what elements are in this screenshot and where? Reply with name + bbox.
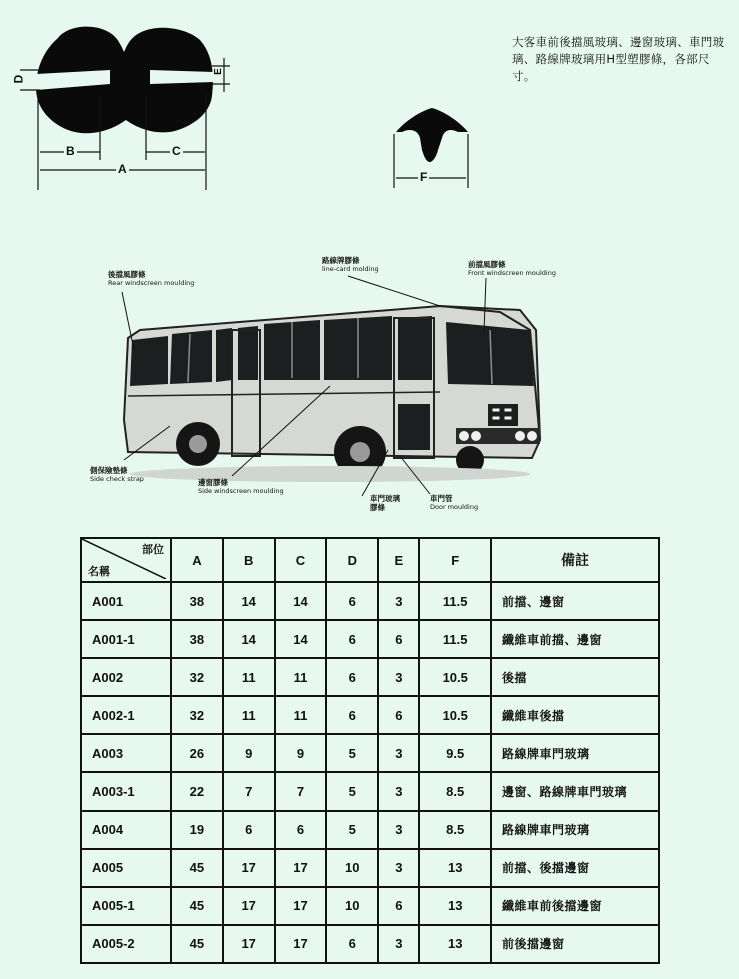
col-header: A [171,538,223,582]
value-d: 5 [326,811,378,849]
callout-side-window-en: Side windscreen moulding [198,487,284,495]
callout-line-card-zh: 路線牌膠條 [322,256,360,265]
value-d: 6 [326,620,378,658]
value-f: 13 [419,925,491,963]
callout-side-window-zh: 邊窗膠條 [198,478,228,487]
value-d: 6 [326,925,378,963]
note-cell: 前擋、邊窗 [491,582,659,620]
spec-table [80,537,660,964]
name-cell: A005-1 [81,887,171,925]
table-row [81,811,659,849]
name-cell: A001 [81,582,171,620]
col-header: C [275,538,327,582]
value-c: 9 [275,734,327,772]
dim-label-c: C [172,144,181,158]
value-e: 6 [378,887,419,925]
value-e: 3 [378,582,419,620]
name-cell: A005-2 [81,925,171,963]
value-c: 14 [275,582,327,620]
bus-illustration [124,306,540,482]
value-f: 10.5 [419,696,491,734]
name-cell: A001-1 [81,620,171,658]
value-f: 13 [419,887,491,925]
col-header: F [419,538,491,582]
note-cell: 路線牌車門玻璃 [491,811,659,849]
value-e: 3 [378,849,419,887]
table-row [81,849,659,887]
table-row [81,887,659,925]
value-f: 8.5 [419,811,491,849]
callout-door-pipe [430,494,478,511]
table-row [81,582,659,620]
description-text: 大客車前後擋風玻璃、邊窗玻璃、車門玻璃、路線牌玻璃用H型塑膠條，各部尺寸。 [512,35,725,83]
value-a: 45 [171,849,223,887]
callout-side-check [90,466,144,483]
value-c: 17 [275,887,327,925]
value-c: 11 [275,658,327,696]
value-d: 6 [326,658,378,696]
value-b: 14 [223,582,275,620]
table-row [81,734,659,772]
value-b: 9 [223,734,275,772]
value-d: 6 [326,696,378,734]
callout-front-windscreen-en: Front windscreen moulding [468,269,556,277]
value-d: 10 [326,887,378,925]
callout-side-check-zh: 側保險墊條 [90,466,128,475]
value-f: 11.5 [419,620,491,658]
header-bottom-label: 名稱 [88,566,110,579]
callout-line-card-en: line-card molding [322,265,379,273]
callout-rear-windscreen-en: Rear windscreen moulding [108,279,195,287]
table-row [81,772,659,810]
value-c: 14 [275,620,327,658]
col-header: B [223,538,275,582]
value-a: 32 [171,658,223,696]
col-header-note: 備註 [491,538,659,582]
name-cell: A004 [81,811,171,849]
table-row [81,925,659,963]
value-c: 17 [275,849,327,887]
value-e: 6 [378,620,419,658]
note-cell: 前擋、後擋邊窗 [491,849,659,887]
callout-door-glass-zh2: 膠條 [370,503,385,512]
col-header: E [378,538,419,582]
value-e: 6 [378,696,419,734]
table-row [81,696,659,734]
note-cell: 前後擋邊窗 [491,925,659,963]
callout-door-pipe-zh: 車門管 [430,494,453,503]
value-a: 38 [171,620,223,658]
value-b: 17 [223,887,275,925]
table-row [81,620,659,658]
note-cell: 後擋 [491,658,659,696]
value-d: 5 [326,772,378,810]
value-d: 10 [326,849,378,887]
callout-door-glass [370,494,400,512]
dim-label-d: D [11,74,26,84]
value-c: 7 [275,772,327,810]
value-a: 26 [171,734,223,772]
header-top-label: 部位 [142,544,164,556]
note-cell: 邊窗、路線牌車門玻璃 [491,772,659,810]
value-f: 13 [419,849,491,887]
col-header: D [326,538,378,582]
note-cell: 纖維車後擋 [491,696,659,734]
value-a: 22 [171,772,223,810]
value-e: 3 [378,734,419,772]
note-cell: 纖維車前擋、邊窗 [491,620,659,658]
header-diagonal-cell [81,538,171,582]
value-e: 3 [378,658,419,696]
callout-front-windscreen-zh: 前擋風膠條 [468,260,506,269]
value-b: 11 [223,658,275,696]
name-cell: A003-1 [81,772,171,810]
value-b: 17 [223,925,275,963]
callout-side-check-en: Side check strap [90,475,144,483]
dim-label-f: F [420,170,428,184]
value-c: 6 [275,811,327,849]
callout-rear-windscreen [108,270,194,287]
value-a: 45 [171,887,223,925]
f-profile-shape [396,108,468,162]
callout-line-card [322,256,379,273]
note-cell: 路線牌車門玻璃 [491,734,659,772]
value-c: 11 [275,696,327,734]
value-f: 9.5 [419,734,491,772]
value-b: 14 [223,620,275,658]
note-cell: 纖維車前後擋邊窗 [491,887,659,925]
value-d: 6 [326,582,378,620]
callout-front-windscreen [468,260,556,277]
dim-label-a: A [118,162,127,176]
table-row [81,658,659,696]
table-header-row [81,538,659,582]
value-e: 3 [378,772,419,810]
value-f: 10.5 [419,658,491,696]
value-c: 17 [275,925,327,963]
name-cell: A005 [81,849,171,887]
value-d: 5 [326,734,378,772]
callout-door-glass-zh: 車門玻璃 [370,494,400,503]
value-b: 7 [223,772,275,810]
value-a: 32 [171,696,223,734]
name-cell: A003 [81,734,171,772]
name-cell: A002 [81,658,171,696]
value-f: 8.5 [419,772,491,810]
value-a: 19 [171,811,223,849]
value-b: 6 [223,811,275,849]
value-a: 38 [171,582,223,620]
value-e: 3 [378,811,419,849]
value-b: 11 [223,696,275,734]
value-e: 3 [378,925,419,963]
dim-label-e: E [212,68,224,75]
value-a: 45 [171,925,223,963]
dim-label-b: B [66,144,75,158]
value-b: 17 [223,849,275,887]
name-cell: A002-1 [81,696,171,734]
callout-rear-windscreen-zh: 後擋風膠條 [108,270,146,279]
callout-side-window [198,478,284,495]
value-f: 11.5 [419,582,491,620]
callout-door-pipe-en: Door moulding [430,503,479,511]
